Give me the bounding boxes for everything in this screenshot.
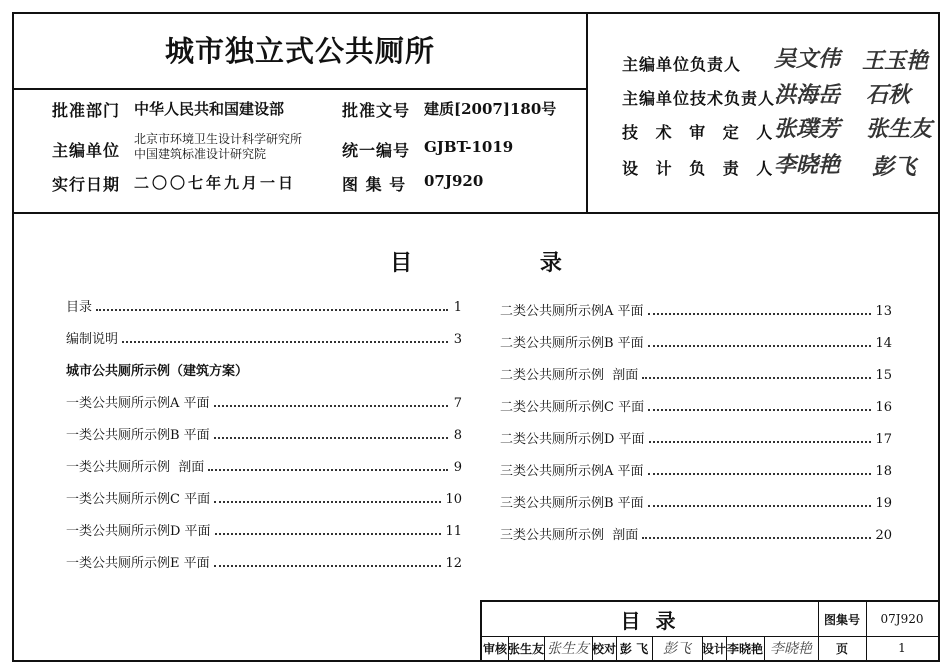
- toc-entry[interactable]: [66, 296, 462, 318]
- role-label: 主编单位技术负责人: [622, 89, 776, 108]
- toc-entry[interactable]: [66, 392, 462, 414]
- toc-entry-page: 15: [875, 368, 892, 383]
- toc-entry-text: 一类公共厕所示例A 平面: [66, 396, 210, 411]
- design-name: 李晓艳: [726, 641, 763, 656]
- toc-leader: [215, 532, 442, 535]
- impl-date-value: 二〇〇七年九月一日: [134, 174, 297, 192]
- review-name: 张生友: [508, 641, 545, 656]
- signature: 彭飞: [872, 154, 917, 180]
- signature: 洪海岳: [774, 82, 841, 108]
- approval-doc-label: 批准文号: [342, 101, 411, 120]
- atlas-title: 城市独立式公共厕所: [14, 14, 586, 90]
- toc-leader: [642, 536, 871, 539]
- toc-entry-text: 编制说明: [66, 332, 119, 347]
- toc-entry-text: 一类公共厕所示例 剖面: [66, 460, 205, 475]
- toc-entry-text: 一类公共厕所示例B 平面: [66, 428, 210, 443]
- check-label: 校对: [592, 641, 617, 656]
- toc-entry[interactable]: [500, 332, 892, 354]
- unified-no-value: GJBT-1019: [424, 138, 514, 156]
- toc-entry-text: 二类公共厕所示例A 平面: [500, 304, 644, 319]
- toc-entry-text: 二类公共厕所示例 剖面: [500, 368, 639, 383]
- toc-entry-text: 一类公共厕所示例E 平面: [66, 556, 210, 571]
- toc-entry[interactable]: [500, 300, 892, 322]
- title-block: [480, 600, 938, 660]
- toc-entry[interactable]: [500, 428, 892, 450]
- toc-leader: [649, 440, 872, 443]
- toc-entry-text: 三类公共厕所示例A 平面: [500, 464, 644, 479]
- sheet-title: 目 录: [620, 608, 680, 633]
- toc-entry-text: 二类公共厕所示例B 平面: [500, 336, 644, 351]
- toc-entry[interactable]: [500, 492, 892, 514]
- signature: 王玉艳: [862, 48, 929, 74]
- atlas-no-value: 07J920: [880, 612, 924, 626]
- signature: 李晓艳: [774, 152, 841, 178]
- chief-unit-line2: 中国建筑标准设计研究院: [134, 147, 267, 161]
- approval-doc-value: 建质[2007]180号: [424, 100, 557, 118]
- toc-entry-text: 二类公共厕所示例C 平面: [500, 400, 645, 415]
- toc-entry-page: 11: [445, 524, 462, 539]
- toc-entry-page: 16: [875, 400, 892, 415]
- toc-leader: [648, 312, 872, 315]
- toc-leader: [642, 376, 871, 379]
- toc-entry[interactable]: [66, 456, 462, 478]
- toc-entry-page: 20: [875, 528, 892, 543]
- toc-entry-page: 3: [453, 332, 462, 347]
- toc-entry-page: 10: [445, 492, 462, 507]
- toc-entry-page: 12: [445, 556, 462, 571]
- toc-entry[interactable]: [66, 424, 462, 446]
- toc-entry[interactable]: [500, 460, 892, 482]
- signature: 张生友: [866, 116, 933, 142]
- header-info: [14, 14, 588, 212]
- toc-entry-text: 三类公共厕所示例 剖面: [500, 528, 639, 543]
- toc-leader: [648, 472, 872, 475]
- toc-entry-page: 7: [453, 396, 462, 411]
- toc-entry[interactable]: [500, 364, 892, 386]
- toc-entry-text: 一类公共厕所示例C 平面: [66, 492, 211, 507]
- design-label: 设计: [702, 641, 727, 656]
- toc-entry-text: 二类公共厕所示例D 平面: [500, 432, 645, 447]
- chief-unit-line1: 北京市环境卫生设计科学研究所: [134, 132, 303, 146]
- drawing-frame: [12, 12, 940, 662]
- toc-entry-text: 目录: [66, 300, 93, 315]
- toc-title-left: 目: [390, 250, 413, 276]
- signature: 张璞芳: [774, 116, 841, 142]
- toc-entry-text: 一类公共厕所示例D 平面: [66, 524, 211, 539]
- toc-entry-page: 8: [453, 428, 462, 443]
- signature: 石秋: [866, 82, 911, 108]
- approval-dept-value: 中华人民共和国建设部: [134, 100, 285, 118]
- toc-entry-text: 三类公共厕所示例B 平面: [500, 496, 644, 511]
- role-label: 设 计 负 责 人: [622, 159, 779, 178]
- atlas-no-label: 图集号: [823, 612, 860, 627]
- toc-leader: [122, 340, 448, 343]
- review-label: 审核: [482, 641, 507, 656]
- toc-entry[interactable]: [500, 524, 892, 546]
- toc-leader: [648, 408, 871, 411]
- toc-title-right: 录: [539, 250, 562, 276]
- toc-leader: [214, 500, 441, 503]
- atlas-no-label: 图 集 号: [342, 175, 407, 194]
- chief-unit-label: 主编单位: [52, 141, 121, 160]
- toc-entry[interactable]: [66, 328, 462, 350]
- toc-leader: [648, 504, 872, 507]
- toc-leader: [214, 564, 442, 567]
- toc-entry-page: 17: [875, 432, 892, 447]
- role-label: 主编单位负责人: [622, 55, 742, 74]
- impl-date-label: 实行日期: [52, 175, 121, 194]
- toc-entry-page: 19: [875, 496, 892, 511]
- unified-no-label: 统一编号: [342, 141, 411, 160]
- toc-section-heading: 城市公共厕所示例（建筑方案）: [66, 364, 249, 379]
- toc-entry-page: 14: [875, 336, 892, 351]
- atlas-no-value: 07J920: [424, 172, 484, 190]
- toc-leader: [208, 468, 448, 471]
- toc-leader: [648, 344, 872, 347]
- toc-entry[interactable]: [66, 552, 462, 574]
- page-number: 1: [898, 641, 906, 655]
- signature: 吴文伟: [774, 46, 841, 72]
- check-signature: 彭飞: [663, 641, 691, 657]
- toc-entry-page: 13: [875, 304, 892, 319]
- review-signature: 张生友: [547, 641, 589, 657]
- toc-leader: [214, 436, 448, 439]
- page-label: 页: [835, 641, 848, 656]
- toc-entry[interactable]: [66, 520, 462, 542]
- toc-entry-page: 9: [453, 460, 462, 475]
- toc-leader: [214, 404, 448, 407]
- toc-entry[interactable]: [66, 488, 462, 510]
- toc-leader: [96, 308, 448, 311]
- design-signature: 李晓艳: [770, 641, 812, 657]
- role-label: 技 术 审 定 人: [622, 123, 779, 142]
- approval-dept-label: 批准部门: [52, 101, 121, 120]
- toc-entry-page: 18: [875, 464, 892, 479]
- toc-entry-page: 1: [453, 300, 462, 315]
- check-name: 彭 飞: [619, 641, 649, 656]
- toc-title: [14, 246, 938, 277]
- toc-entry[interactable]: [500, 396, 892, 418]
